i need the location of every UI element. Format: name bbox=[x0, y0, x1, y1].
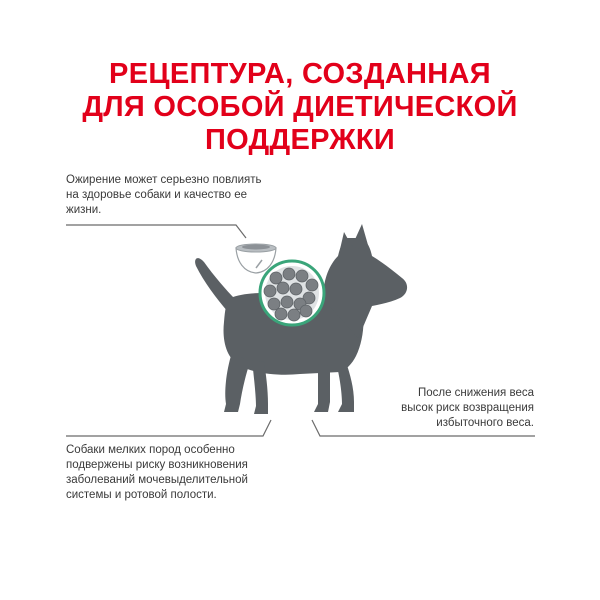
note-obesity-line-1: Ожирение может серьезно повлиять bbox=[66, 174, 262, 186]
connector-bottom-left bbox=[66, 420, 271, 436]
note-small-breeds-line-2: подвержены риску возникновения bbox=[66, 459, 248, 471]
note-obesity-line-2: на здоровье собаки и качество ее bbox=[66, 189, 248, 201]
note-small-breeds-line-4: системы и ротовой полости. bbox=[66, 489, 217, 501]
note-weight-regain-line-3: избыточного веса. bbox=[436, 417, 534, 429]
note-small-breeds-line-1: Собаки мелких пород особенно bbox=[66, 444, 235, 456]
headline-line-3: ПОДДЕРЖКИ bbox=[204, 124, 396, 156]
connector-right bbox=[312, 420, 535, 436]
dog-front-leg-front bbox=[336, 362, 354, 412]
headline-line-1: РЕЦЕПТУРА, СОЗДАННАЯ bbox=[109, 58, 491, 90]
connector-top bbox=[66, 225, 246, 238]
dog-back-leg-rear bbox=[224, 352, 250, 412]
note-weight-regain-line-2: высок риск возвращения bbox=[401, 402, 534, 414]
note-weight-regain-line-1: После снижения веса bbox=[417, 387, 534, 399]
note-obesity-line-3: жизни. bbox=[66, 204, 102, 216]
headline-line-2: ДЛЯ ОСОБОЙ ДИЕТИЧЕСКОЙ bbox=[82, 91, 518, 123]
note-small-breeds-line-3: заболеваний мочевыделительной bbox=[66, 474, 248, 486]
